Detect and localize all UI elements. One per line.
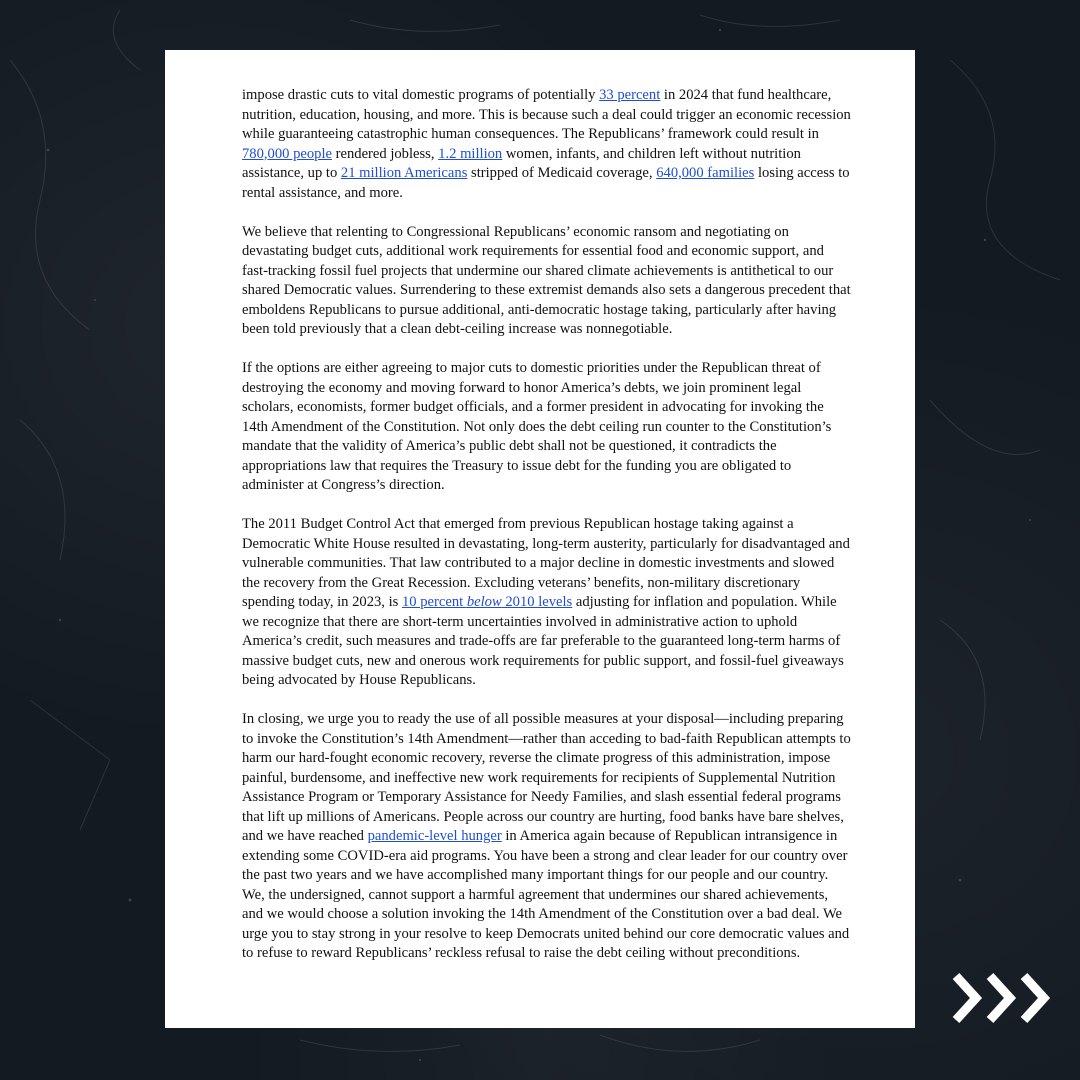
letter-paragraph-2: We believe that relenting to Congressional Republicans’ economic ransom and negotiating on devastating budget cuts, additional work requirements for essential food and economic support, and fast-tracking fossil fuel projects that undermine our shared climate achievements is antithetical to our shared Democratic values. Surrendering to these extremist demands also sets a dangerous precedent that emboldens Republicans to pursue additional, anti-democratic hostage taking, particularly after having been told previously that a clean debt-ceiling increase was nonnegotiable. <box>242 223 851 337</box>
letter-paragraph-4 <box>242 515 851 691</box>
link-10-percent-below-2010-levels[interactable] <box>402 594 572 610</box>
paragraph-text: stripped of Medicaid coverage, <box>467 165 657 181</box>
paragraph-text: In closing, we urge you to ready the use of all possible measures at your disposal—including preparing to invoke the Constitution’s 14th Amendment—rather than acceding to bad-faith Republican attempts to harm our hard-fought economic recovery, reverse the climate progress of this administration, impose painful, burdensome, and ineffective new work requirements for recipients of Supplemental Nutrition Assistance Program or Temporary Assistance for Needy Families, and slash essential federal programs that lift up millions of Americans. People across our country are hurting, food banks have bare shelves, and we have reached <box>242 711 851 844</box>
letter-paragraph-1 <box>242 86 851 203</box>
paragraph-text: in 2024 that fund healthcare, nutrition, education, housing, and more. This is because such a deal could trigger an economic recession while guaranteeing catastrophic human consequences. The Republicans’ framework could result in <box>242 87 851 142</box>
paragraph-text: in America again because of Republican intransigence in extending some COVID-era aid programs. You have been a strong and clear leader for our country over the past two years and we have accomplished many important things for our people and our country. We, the undersigned, cannot support a harmful agreement that undermines our shared achievements, and we would choose a solution invoking the 14th Amendment of the Constitution over a bad deal. We urge you to stay strong in your resolve to keep Democrats united behind our core democratic values and to refuse to reward Republicans’ reckless refusal to raise the debt ceiling without preconditions. <box>242 828 850 961</box>
letter-page <box>165 50 915 1028</box>
paragraph-text: The 2011 Budget Control Act that emerged from previous Republican hostage taking against a Democratic White House resulted in devastating, long-term austerity, particularly for disadvantaged and vulnerable communities. That law contributed to a major decline in domestic investments and slowed the recovery from the Great Recession. Excluding veterans’ benefits, non-military discretionary spending today, in 2023, is <box>242 516 850 610</box>
link-780000-people[interactable]: 780,000 people <box>242 145 332 162</box>
link-text-emphasis: below <box>466 594 502 610</box>
triple-chevron-right-icon[interactable] <box>950 970 1056 1026</box>
link-1-2-million[interactable]: 1.2 million <box>438 145 503 162</box>
link-33-percent[interactable]: 33 percent <box>599 87 661 103</box>
link-640000-families[interactable]: 640,000 families <box>656 165 755 181</box>
link-text: 2010 levels <box>501 594 573 610</box>
link-pandemic-level-hunger[interactable]: pandemic-level hunger <box>367 828 502 844</box>
letter-paragraph-3: If the options are either agreeing to major cuts to domestic priorities under the Republican threat of destroying the economy and moving forward to honor America’s debts, we join prominent legal scholars, economists, former budget officials, and a former president in advocating for invoking the 14th Amendment of the Constitution. Not only does the debt ceiling run counter to the Constitution’s mandate that the validity of America’s public debt shall not be questioned, it contradicts the appropriations law that requires the Treasury to issue debt for the funding you are obligated to administer at Congress’s direction. <box>242 360 832 493</box>
paragraph-text: losing access to rental assistance, and more. <box>242 165 850 201</box>
link-21-million-americans[interactable]: 21 million Americans <box>340 165 468 181</box>
paragraph-text: impose drastic cuts to vital domestic programs of potentially <box>242 87 600 103</box>
link-text: 10 percent <box>401 594 467 610</box>
letter-paragraph-5 <box>242 710 851 964</box>
paragraph-text: women, infants, and children left without nutrition assistance, up to <box>242 145 801 181</box>
paragraph-text: rendered jobless, <box>331 145 439 162</box>
paragraph-text: adjusting for inflation and population. While we recognize that there are short-term uncertainties involved in administrative action to uphold America’s credit, such measures and trade-offs are far preferable to the guaranteed long-term harms of massive budget cuts, new and onerous work requirements for public support, and fossil-fuel giveaways being advocated by House Republicans. <box>242 594 844 688</box>
